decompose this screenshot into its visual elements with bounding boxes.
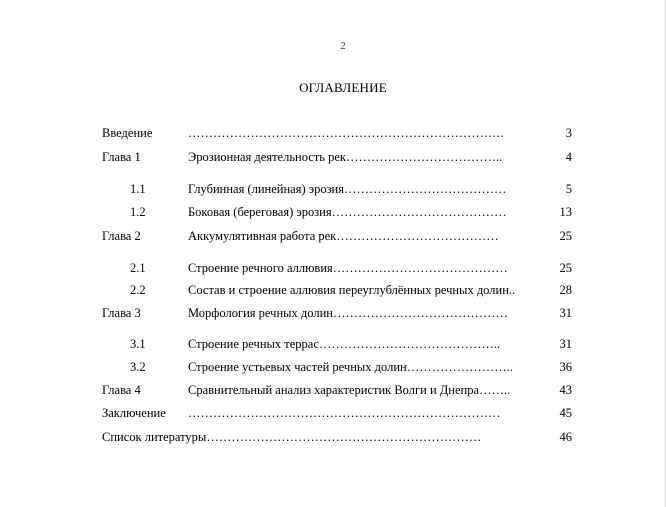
toc-entry-section-1-1 bbox=[0, 181, 666, 197]
toc-entry-label: Глава 4 bbox=[102, 383, 141, 397]
toc-entry-label: Глава 1 bbox=[102, 150, 141, 164]
toc-entry-text: Аккумулятивная работа рек………………………………… bbox=[188, 229, 499, 243]
toc-entry-page: 36 bbox=[559, 360, 572, 374]
toc-entry-text: Строение речных террас…………………………………….. bbox=[188, 337, 501, 351]
toc-entry-page: 45 bbox=[559, 406, 572, 420]
toc-entry-page: 4 bbox=[565, 150, 572, 164]
toc-entry-text: Глубинная (линейная) эрозия………………………………… bbox=[188, 182, 507, 196]
toc-entry-label: Введение bbox=[102, 126, 153, 140]
toc-title: ОГЛАВЛЕНИЕ bbox=[299, 80, 387, 95]
toc-entry-section-2-1 bbox=[0, 260, 666, 276]
toc-entry-page: 31 bbox=[559, 306, 572, 320]
toc-entry-chapter-3 bbox=[0, 305, 666, 321]
toc-entry-text: Строение устьевых частей речных долин…………………….. bbox=[188, 360, 513, 374]
toc-entry-section-1-2 bbox=[0, 204, 666, 220]
toc-entry-section-3-2 bbox=[0, 359, 666, 375]
toc-entry-label: 1.2 bbox=[130, 205, 146, 219]
toc-entry-references bbox=[0, 429, 666, 445]
toc-entry-label: 2.1 bbox=[130, 261, 146, 275]
toc-entry-introduction bbox=[0, 125, 666, 141]
toc-entry-page: 3 bbox=[565, 126, 572, 140]
toc-entry-text: Строение речного аллювия…………………………………… bbox=[188, 261, 508, 275]
toc-entry-text: Боковая (береговая) эрозия…………………………………… bbox=[188, 205, 507, 219]
toc-entry-text: Список литературы………………………………………………………… bbox=[102, 430, 482, 444]
toc-entry-conclusion bbox=[0, 405, 666, 421]
toc-entry-label: 3.1 bbox=[130, 337, 146, 351]
toc-entry-page: 43 bbox=[559, 383, 572, 397]
toc-entry-text: Сравнительный анализ характеристик Волги и Днепра…….. bbox=[188, 383, 511, 397]
toc-entry-chapter-4 bbox=[0, 382, 666, 398]
toc-entry-page: 13 bbox=[559, 205, 572, 219]
toc-entry-label: 1.1 bbox=[130, 182, 146, 196]
toc-entry-page: 25 bbox=[559, 261, 572, 275]
toc-entry-page: 46 bbox=[559, 430, 572, 444]
toc-entry-page: 31 bbox=[559, 337, 572, 351]
toc-entry-text: …………………………………………………………………. bbox=[188, 126, 504, 140]
toc-entry-page: 28 bbox=[559, 283, 572, 297]
page-number: 2 bbox=[340, 40, 346, 52]
toc-entry-page: 25 bbox=[559, 229, 572, 243]
toc-entry-chapter-2 bbox=[0, 228, 666, 244]
toc-entry-text: Состав и строение аллювия переуглублённых речных долин.. bbox=[188, 283, 516, 297]
toc-entry-text: Эрозионная деятельность рек……………………………….. bbox=[188, 150, 503, 164]
toc-entry-section-2-2 bbox=[0, 282, 666, 298]
toc-entry-label: 3.2 bbox=[130, 360, 146, 374]
toc-entry-chapter-1 bbox=[0, 149, 666, 165]
toc-entry-text: Морфология речных долин…………………………………… bbox=[188, 306, 508, 320]
toc-entry-label: Глава 2 bbox=[102, 229, 141, 243]
toc-entry-page: 5 bbox=[565, 182, 572, 196]
toc-entry-section-3-1 bbox=[0, 336, 666, 352]
toc-entry-label: 2.2 bbox=[130, 283, 146, 297]
toc-entry-label: Заключение bbox=[102, 406, 166, 420]
toc-entry-label: Глава 3 bbox=[102, 306, 141, 320]
toc-entry-text: ………………………………………………………………… bbox=[188, 406, 501, 420]
